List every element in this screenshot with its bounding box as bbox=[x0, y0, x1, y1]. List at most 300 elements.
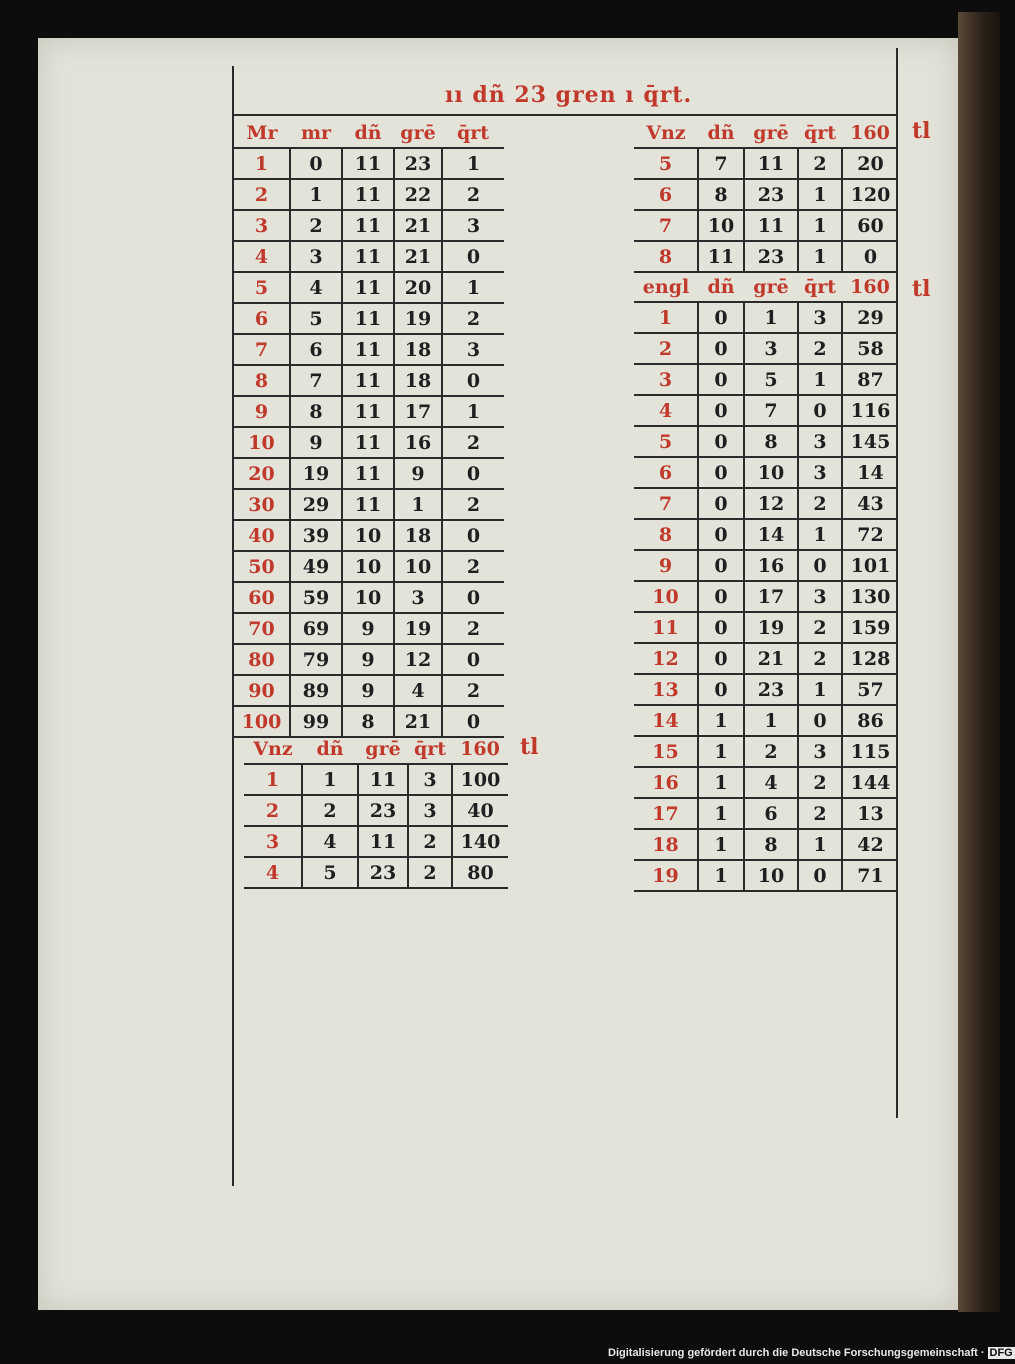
table-cell: 11 bbox=[358, 826, 408, 857]
column-header: dñ bbox=[342, 118, 394, 148]
table-cell: 0 bbox=[698, 519, 744, 550]
table-cell: 1 bbox=[798, 364, 842, 395]
table-cell: 22 bbox=[394, 179, 442, 210]
table-cell: 11 bbox=[342, 272, 394, 303]
table-cell: 2 bbox=[798, 488, 842, 519]
table-cell: 0 bbox=[698, 581, 744, 612]
table-cell: 29 bbox=[290, 489, 342, 520]
row-label: 13 bbox=[634, 674, 698, 705]
row-label: 7 bbox=[234, 334, 290, 365]
table-row bbox=[634, 798, 898, 829]
table-cell: 4 bbox=[290, 272, 342, 303]
table-cell: 0 bbox=[842, 241, 898, 272]
row-label: 60 bbox=[234, 582, 290, 613]
table-cell: 20 bbox=[842, 148, 898, 179]
table-cell: 0 bbox=[442, 706, 504, 737]
table-cell: 1 bbox=[744, 705, 798, 736]
table-row bbox=[244, 826, 508, 857]
book-edge bbox=[958, 12, 1000, 1312]
table-cell: 115 bbox=[842, 736, 898, 767]
column-header: grē bbox=[744, 118, 798, 148]
table-cell: 23 bbox=[394, 148, 442, 179]
table-cell: 1 bbox=[798, 241, 842, 272]
table-cell: 1 bbox=[744, 302, 798, 333]
row-label: 50 bbox=[234, 551, 290, 582]
table-cell: 130 bbox=[842, 581, 898, 612]
row-label: 2 bbox=[244, 795, 302, 826]
table-row bbox=[234, 706, 504, 737]
table-cell: 11 bbox=[358, 764, 408, 795]
table-cell: 2 bbox=[442, 675, 504, 706]
row-label: 20 bbox=[234, 458, 290, 489]
table-cell: 86 bbox=[842, 705, 898, 736]
table-cell: 10 bbox=[394, 551, 442, 582]
table-cell: 7 bbox=[290, 365, 342, 396]
table-row bbox=[634, 674, 898, 705]
table-row bbox=[234, 210, 504, 241]
table-row bbox=[234, 520, 504, 551]
column-header: dñ bbox=[698, 272, 744, 302]
table-cell: 3 bbox=[394, 582, 442, 613]
table-cell: 1 bbox=[698, 860, 744, 891]
table-row bbox=[634, 612, 898, 643]
row-label: 8 bbox=[234, 365, 290, 396]
table-cell: 11 bbox=[342, 365, 394, 396]
table-cell: 9 bbox=[290, 427, 342, 458]
table-cell: 18 bbox=[394, 520, 442, 551]
table-cell: 8 bbox=[698, 179, 744, 210]
table-cell: 0 bbox=[698, 302, 744, 333]
row-label: 17 bbox=[634, 798, 698, 829]
table-cell: 0 bbox=[290, 148, 342, 179]
column-header: q̄rt bbox=[442, 118, 504, 148]
table-cell: 17 bbox=[394, 396, 442, 427]
column-header: q̄rt bbox=[798, 118, 842, 148]
table-cell: 20 bbox=[394, 272, 442, 303]
table-row bbox=[634, 241, 898, 272]
table-cell: 2 bbox=[798, 643, 842, 674]
table-cell: 14 bbox=[842, 457, 898, 488]
table-cell: 87 bbox=[842, 364, 898, 395]
side-label-engl: tl bbox=[912, 276, 931, 302]
footer-text: Digitalisierung gefördert durch die Deutsche Forschungsgemeinschaft · bbox=[608, 1347, 985, 1359]
table-cell: 2 bbox=[744, 736, 798, 767]
table-cell: 19 bbox=[744, 612, 798, 643]
table-cell: 159 bbox=[842, 612, 898, 643]
table-cell: 2 bbox=[302, 795, 358, 826]
table-cell: 1 bbox=[442, 396, 504, 427]
table-cell: 2 bbox=[442, 427, 504, 458]
table-cell: 3 bbox=[798, 457, 842, 488]
row-label: 8 bbox=[634, 519, 698, 550]
row-label: 7 bbox=[634, 488, 698, 519]
table-cell: 2 bbox=[442, 179, 504, 210]
row-label: 1 bbox=[634, 302, 698, 333]
table-cell: 0 bbox=[698, 488, 744, 519]
table-row bbox=[634, 736, 898, 767]
table-cell: 6 bbox=[744, 798, 798, 829]
table-cell: 11 bbox=[342, 458, 394, 489]
table-row bbox=[634, 395, 898, 426]
table-cell: 1 bbox=[290, 179, 342, 210]
table-cell: 3 bbox=[744, 333, 798, 364]
table-cell: 0 bbox=[698, 674, 744, 705]
table-cell: 10 bbox=[744, 457, 798, 488]
table-cell: 11 bbox=[698, 241, 744, 272]
table-cell: 9 bbox=[342, 644, 394, 675]
row-label: 100 bbox=[234, 706, 290, 737]
table-cell: 4 bbox=[744, 767, 798, 798]
table-cell: 145 bbox=[842, 426, 898, 457]
table-cell: 0 bbox=[698, 364, 744, 395]
table-cell: 19 bbox=[394, 303, 442, 334]
table-row bbox=[634, 860, 898, 891]
table-cell: 21 bbox=[394, 210, 442, 241]
row-label: 70 bbox=[234, 613, 290, 644]
table-cell: 2 bbox=[442, 551, 504, 582]
table-cell: 7 bbox=[698, 148, 744, 179]
table-row bbox=[634, 581, 898, 612]
row-label: 80 bbox=[234, 644, 290, 675]
row-label: 90 bbox=[234, 675, 290, 706]
table-cell: 2 bbox=[442, 303, 504, 334]
table-cell: 3 bbox=[408, 764, 452, 795]
row-label: 2 bbox=[234, 179, 290, 210]
table-cell: 2 bbox=[798, 612, 842, 643]
table-cell: 21 bbox=[744, 643, 798, 674]
column-header: 160 bbox=[842, 118, 898, 148]
digitization-footer bbox=[608, 1347, 1015, 1359]
table-cell: 1 bbox=[798, 674, 842, 705]
table-cell: 17 bbox=[744, 581, 798, 612]
table-cell: 60 bbox=[842, 210, 898, 241]
table-row bbox=[234, 303, 504, 334]
table-cell: 120 bbox=[842, 179, 898, 210]
table-cell: 1 bbox=[798, 179, 842, 210]
row-label: 4 bbox=[234, 241, 290, 272]
table-cell: 1 bbox=[698, 705, 744, 736]
table-cell: 23 bbox=[744, 674, 798, 705]
table-cell: 1 bbox=[698, 736, 744, 767]
table-cell: 23 bbox=[744, 179, 798, 210]
table-row bbox=[634, 302, 898, 333]
table-cell: 140 bbox=[452, 826, 508, 857]
table-cell: 21 bbox=[394, 706, 442, 737]
table-cell: 11 bbox=[342, 241, 394, 272]
table-cell: 0 bbox=[442, 644, 504, 675]
table-cell: 13 bbox=[842, 798, 898, 829]
row-label: 10 bbox=[634, 581, 698, 612]
table-cell: 10 bbox=[342, 551, 394, 582]
dfg-logo: DFG bbox=[989, 1347, 1013, 1359]
row-label: 10 bbox=[234, 427, 290, 458]
table-cell: 0 bbox=[698, 550, 744, 581]
table-cell: 3 bbox=[442, 210, 504, 241]
table-cell: 89 bbox=[290, 675, 342, 706]
table-cell: 72 bbox=[842, 519, 898, 550]
table-row bbox=[234, 334, 504, 365]
table-row bbox=[634, 519, 898, 550]
table-header-row bbox=[634, 118, 898, 148]
table-cell: 0 bbox=[442, 582, 504, 613]
table-cell: 58 bbox=[842, 333, 898, 364]
table-row bbox=[234, 272, 504, 303]
row-label: 40 bbox=[234, 520, 290, 551]
column-header: 160 bbox=[452, 734, 508, 764]
table-cell: 5 bbox=[302, 857, 358, 888]
column-header: Vnz bbox=[244, 734, 302, 764]
row-label: 6 bbox=[634, 179, 698, 210]
table-cell: 6 bbox=[290, 334, 342, 365]
table-row bbox=[234, 582, 504, 613]
table-cell: 12 bbox=[394, 644, 442, 675]
table-cell: 80 bbox=[452, 857, 508, 888]
table-cell: 11 bbox=[342, 334, 394, 365]
row-label: 3 bbox=[244, 826, 302, 857]
table-cell: 0 bbox=[442, 365, 504, 396]
table-cell: 4 bbox=[394, 675, 442, 706]
table-cell: 0 bbox=[698, 612, 744, 643]
table-cell: 19 bbox=[394, 613, 442, 644]
row-label: 19 bbox=[634, 860, 698, 891]
table-cell: 7 bbox=[744, 395, 798, 426]
table-cell: 4 bbox=[302, 826, 358, 857]
row-label: 3 bbox=[634, 364, 698, 395]
table-cell: 23 bbox=[358, 857, 408, 888]
side-label-vntz-right: tl bbox=[912, 118, 931, 144]
page-header: ıı dñ 23 gren ı q̄rt. bbox=[445, 82, 693, 108]
table-cell: 79 bbox=[290, 644, 342, 675]
row-label: 9 bbox=[234, 396, 290, 427]
table-row bbox=[634, 457, 898, 488]
table-cell: 0 bbox=[442, 458, 504, 489]
row-label: 11 bbox=[634, 612, 698, 643]
table-cell: 69 bbox=[290, 613, 342, 644]
table-cell: 0 bbox=[698, 643, 744, 674]
column-header: grē bbox=[744, 272, 798, 302]
table-cell: 0 bbox=[698, 333, 744, 364]
table-cell: 100 bbox=[452, 764, 508, 795]
column-header: mr bbox=[290, 118, 342, 148]
table-cell: 2 bbox=[798, 333, 842, 364]
table-cell: 10 bbox=[744, 860, 798, 891]
column-header: dñ bbox=[302, 734, 358, 764]
column-header: 160 bbox=[842, 272, 898, 302]
table-cell: 0 bbox=[698, 426, 744, 457]
table-cell: 10 bbox=[342, 520, 394, 551]
table-cell: 8 bbox=[744, 426, 798, 457]
table-row bbox=[234, 613, 504, 644]
table-mr bbox=[234, 118, 504, 738]
side-label-vntz-left: tl bbox=[520, 734, 539, 760]
table-cell: 11 bbox=[342, 427, 394, 458]
table-row bbox=[234, 241, 504, 272]
row-label: 18 bbox=[634, 829, 698, 860]
table-cell: 10 bbox=[698, 210, 744, 241]
row-label: 7 bbox=[634, 210, 698, 241]
table-row bbox=[234, 644, 504, 675]
table-cell: 19 bbox=[290, 458, 342, 489]
table-cell: 11 bbox=[342, 179, 394, 210]
table-cell: 2 bbox=[798, 767, 842, 798]
row-label: 1 bbox=[234, 148, 290, 179]
table-cell: 116 bbox=[842, 395, 898, 426]
table-cell: 10 bbox=[342, 582, 394, 613]
table-cell: 49 bbox=[290, 551, 342, 582]
table-row bbox=[634, 148, 898, 179]
table-cell: 1 bbox=[798, 210, 842, 241]
column-header: grē bbox=[394, 118, 442, 148]
table-row bbox=[234, 396, 504, 427]
table-cell: 11 bbox=[342, 303, 394, 334]
table-cell: 2 bbox=[442, 613, 504, 644]
table-cell: 2 bbox=[290, 210, 342, 241]
table-cell: 0 bbox=[798, 860, 842, 891]
table-cell: 9 bbox=[342, 613, 394, 644]
table-cell: 1 bbox=[798, 829, 842, 860]
table-cell: 43 bbox=[842, 488, 898, 519]
table-cell: 59 bbox=[290, 582, 342, 613]
table-cell: 8 bbox=[290, 396, 342, 427]
table-cell: 0 bbox=[798, 705, 842, 736]
table-cell: 1 bbox=[442, 148, 504, 179]
table-row bbox=[634, 179, 898, 210]
table-cell: 11 bbox=[744, 148, 798, 179]
table-cell: 0 bbox=[798, 395, 842, 426]
table-cell: 3 bbox=[798, 302, 842, 333]
table-cell: 18 bbox=[394, 334, 442, 365]
column-header: q̄rt bbox=[798, 272, 842, 302]
row-label: 14 bbox=[634, 705, 698, 736]
row-label: 12 bbox=[634, 643, 698, 674]
table-row bbox=[634, 364, 898, 395]
table-cell: 23 bbox=[744, 241, 798, 272]
row-label: 5 bbox=[634, 148, 698, 179]
table-row bbox=[234, 365, 504, 396]
table-row bbox=[244, 857, 508, 888]
table-cell: 8 bbox=[744, 829, 798, 860]
row-label: 6 bbox=[234, 303, 290, 334]
table-header-row bbox=[634, 272, 898, 302]
table-cell: 11 bbox=[342, 148, 394, 179]
table-row bbox=[234, 489, 504, 520]
table-cell: 0 bbox=[442, 241, 504, 272]
row-label: 4 bbox=[244, 857, 302, 888]
table-row bbox=[634, 333, 898, 364]
table-cell: 1 bbox=[698, 829, 744, 860]
table-cell: 2 bbox=[798, 798, 842, 829]
table-cell: 1 bbox=[698, 767, 744, 798]
table-cell: 3 bbox=[290, 241, 342, 272]
table-cell: 23 bbox=[358, 795, 408, 826]
column-header: dñ bbox=[698, 118, 744, 148]
table-cell: 12 bbox=[744, 488, 798, 519]
table-cell: 71 bbox=[842, 860, 898, 891]
table-cell: 16 bbox=[394, 427, 442, 458]
table-cell: 11 bbox=[342, 489, 394, 520]
row-label: 9 bbox=[634, 550, 698, 581]
row-label: 5 bbox=[634, 426, 698, 457]
table-cell: 1 bbox=[394, 489, 442, 520]
row-label: 30 bbox=[234, 489, 290, 520]
table-header-row bbox=[234, 118, 504, 148]
row-label: 8 bbox=[634, 241, 698, 272]
table-vntz-right bbox=[634, 118, 898, 273]
table-cell: 11 bbox=[342, 396, 394, 427]
table-row bbox=[244, 764, 508, 795]
table-cell: 57 bbox=[842, 674, 898, 705]
table-row bbox=[634, 426, 898, 457]
header-underline bbox=[234, 114, 896, 116]
table-cell: 14 bbox=[744, 519, 798, 550]
column-header: Mr bbox=[234, 118, 290, 148]
table-cell: 144 bbox=[842, 767, 898, 798]
table-cell: 11 bbox=[744, 210, 798, 241]
table-row bbox=[234, 458, 504, 489]
table-cell: 128 bbox=[842, 643, 898, 674]
table-row bbox=[244, 795, 508, 826]
table-row bbox=[634, 550, 898, 581]
table-cell: 3 bbox=[442, 334, 504, 365]
table-cell: 2 bbox=[442, 489, 504, 520]
table-cell: 5 bbox=[744, 364, 798, 395]
table-cell: 1 bbox=[698, 798, 744, 829]
table-cell: 1 bbox=[442, 272, 504, 303]
table-row bbox=[634, 643, 898, 674]
table-row bbox=[634, 210, 898, 241]
table-row bbox=[634, 767, 898, 798]
table-row bbox=[634, 488, 898, 519]
table-cell: 2 bbox=[798, 148, 842, 179]
table-cell: 101 bbox=[842, 550, 898, 581]
table-header-row bbox=[244, 734, 508, 764]
table-cell: 3 bbox=[798, 736, 842, 767]
table-row bbox=[634, 829, 898, 860]
table-cell: 3 bbox=[408, 795, 452, 826]
row-label: 4 bbox=[634, 395, 698, 426]
column-header: Vnz bbox=[634, 118, 698, 148]
table-cell: 18 bbox=[394, 365, 442, 396]
table-cell: 16 bbox=[744, 550, 798, 581]
table-row bbox=[234, 148, 504, 179]
table-cell: 2 bbox=[408, 857, 452, 888]
table-cell: 9 bbox=[394, 458, 442, 489]
table-cell: 99 bbox=[290, 706, 342, 737]
row-label: 2 bbox=[634, 333, 698, 364]
table-cell: 11 bbox=[342, 210, 394, 241]
table-cell: 9 bbox=[342, 675, 394, 706]
table-cell: 3 bbox=[798, 426, 842, 457]
table-cell: 42 bbox=[842, 829, 898, 860]
table-cell: 29 bbox=[842, 302, 898, 333]
table-cell: 8 bbox=[342, 706, 394, 737]
table-engl bbox=[634, 272, 898, 892]
column-header: grē bbox=[358, 734, 408, 764]
table-row bbox=[234, 675, 504, 706]
table-cell: 39 bbox=[290, 520, 342, 551]
table-cell: 1 bbox=[798, 519, 842, 550]
table-cell: 0 bbox=[698, 395, 744, 426]
table-cell: 1 bbox=[302, 764, 358, 795]
row-label: 5 bbox=[234, 272, 290, 303]
row-label: 15 bbox=[634, 736, 698, 767]
column-header: q̄rt bbox=[408, 734, 452, 764]
table-cell: 0 bbox=[798, 550, 842, 581]
table-cell: 40 bbox=[452, 795, 508, 826]
column-header: engl bbox=[634, 272, 698, 302]
table-cell: 0 bbox=[698, 457, 744, 488]
table-cell: 5 bbox=[290, 303, 342, 334]
